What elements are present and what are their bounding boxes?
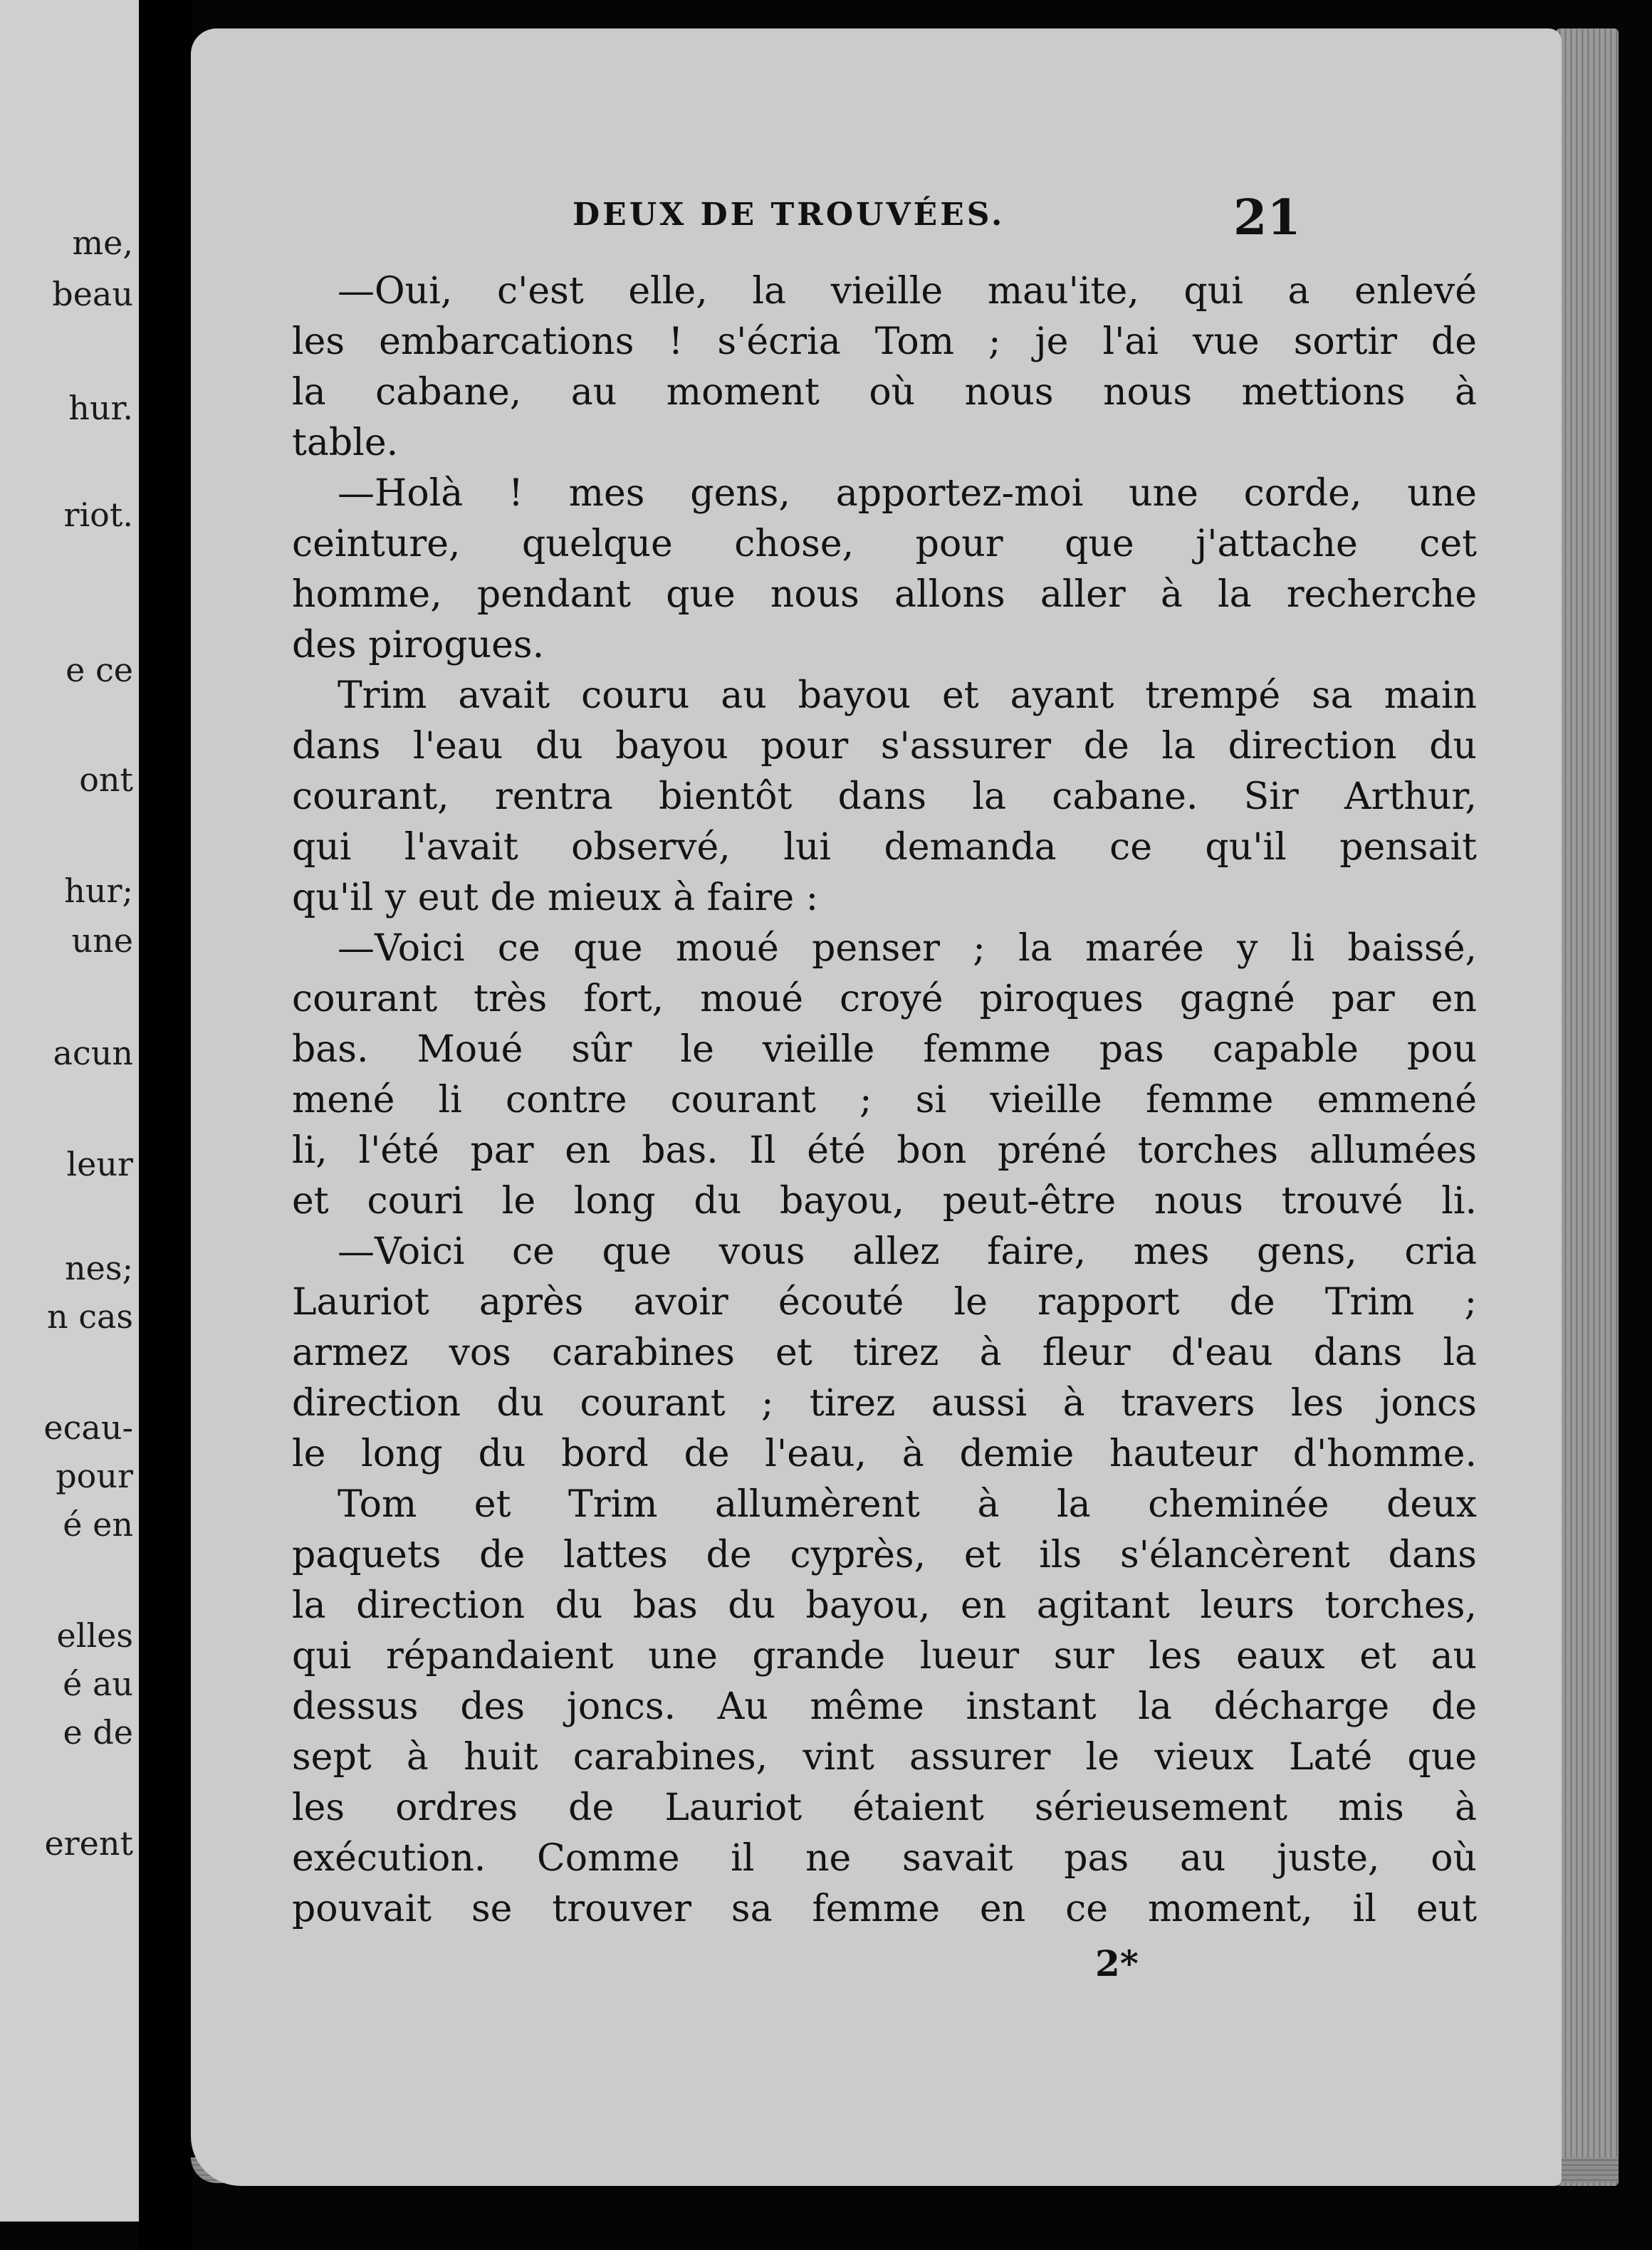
text-line: courant très fort, moué croyé piroques gagné par en [292, 978, 1477, 1020]
text-line: la cabane, au moment où nous nous mettions à [292, 371, 1477, 414]
text-line: courant, rentra bientôt dans la cabane. Sir Arthur, [292, 775, 1477, 818]
right-page [191, 28, 1562, 2186]
left-page-fragment: é en [63, 1505, 133, 1544]
book-gutter [139, 0, 192, 2250]
text-line: les ordres de Lauriot étaient sérieusement mis à [292, 1786, 1477, 1829]
text-line: des pirogues. [292, 624, 545, 666]
text-line: —Oui, c'est elle, la vieille mau'ite, qui a enlevé [338, 270, 1477, 313]
left-page-fragment: me, [72, 224, 133, 262]
left-page-fragment: erent [44, 1824, 133, 1863]
text-line: exécution. Comme il ne savait pas au juste, où [292, 1837, 1477, 1880]
text-line: mené li contre courant ; si vieille femme emmené [292, 1079, 1477, 1121]
text-line: dans l'eau du bayou pour s'assurer de la direction du [292, 725, 1477, 768]
text-line: homme, pendant que nous allons aller à la recherche [292, 573, 1477, 616]
text-line: —Voici ce que vous allez faire, mes gens, cria [338, 1230, 1477, 1273]
text-line: Tom et Trim allumèrent à la cheminée deux [338, 1483, 1477, 1526]
left-page-fragment: e ce [66, 651, 133, 689]
left-facing-page [0, 0, 139, 2222]
text-line: li, l'été par en bas. Il été bon préné torches allumées [292, 1129, 1477, 1172]
text-line: Trim avait couru au bayou et ayant trempé sa main [338, 674, 1477, 717]
page-number: 21 [1233, 189, 1301, 246]
left-page-fragment: leur [66, 1145, 133, 1183]
text-line: pouvait se trouver sa femme en ce moment, il eut [292, 1888, 1477, 1930]
text-line: paquets de lattes de cyprès, et ils s'élancèrent dans [292, 1534, 1477, 1576]
text-line: —Voici ce que moué penser ; la marée y li baissé, [338, 927, 1477, 970]
left-page-fragment: é au [63, 1665, 133, 1703]
text-line: qui répandaient une grande lueur sur les eaux et au [292, 1635, 1477, 1678]
page-edges-right [1556, 28, 1619, 2186]
text-line: direction du courant ; tirez aussi à travers les joncs [292, 1382, 1477, 1425]
signature-mark: 2* [1095, 1942, 1139, 1984]
text-line: Lauriot après avoir écouté le rapport de Trim ; [292, 1281, 1477, 1324]
left-page-fragment: nes; [65, 1249, 133, 1287]
left-page-fragment: une [71, 921, 133, 960]
left-page-fragment: hur. [68, 389, 133, 427]
text-line: qu'il y eut de mieux à faire : [292, 877, 819, 919]
text-line: les embarcations ! s'écria Tom ; je l'ai vue sortir de [292, 320, 1477, 363]
text-line: le long du bord de l'eau, à demie hauteur d'homme. [292, 1433, 1477, 1475]
text-line: table. [292, 422, 399, 464]
left-page-fragment: acun [53, 1034, 133, 1072]
left-page-fragment: beau [52, 275, 133, 313]
text-line: la direction du bas du bayou, en agitant leurs torches, [292, 1584, 1477, 1627]
running-head [191, 189, 1562, 246]
text-line: dessus des joncs. Au même instant la décharge de [292, 1685, 1477, 1728]
running-title: DEUX DE TROUVÉES. [573, 197, 1005, 233]
left-page-fragment: ecau- [43, 1408, 133, 1447]
body-text [292, 266, 1477, 1935]
left-page-fragment: hur; [64, 872, 133, 910]
text-line: —Holà ! mes gens, apportez-moi une corde, une [338, 472, 1477, 515]
text-line: armez vos carabines et tirez à fleur d'eau dans la [292, 1331, 1477, 1374]
left-page-fragment: e de [63, 1713, 133, 1752]
left-page-fragment: elles [56, 1616, 133, 1655]
text-line: sept à huit carabines, vint assurer le vieux Laté que [292, 1736, 1477, 1779]
left-page-fragment: ont [79, 760, 133, 799]
text-line: et couri le long du bayou, peut-être nous trouvé li. [292, 1180, 1477, 1223]
left-page-fragment: riot. [63, 496, 133, 534]
left-page-fragment: n cas [46, 1297, 133, 1336]
left-page-fragment: pour [56, 1457, 133, 1495]
text-line: bas. Moué sûr le vieille femme pas capable pou [292, 1028, 1477, 1071]
text-line: qui l'avait observé, lui demanda ce qu'il pensait [292, 826, 1477, 869]
text-line: ceinture, quelque chose, pour que j'attache cet [292, 523, 1477, 565]
